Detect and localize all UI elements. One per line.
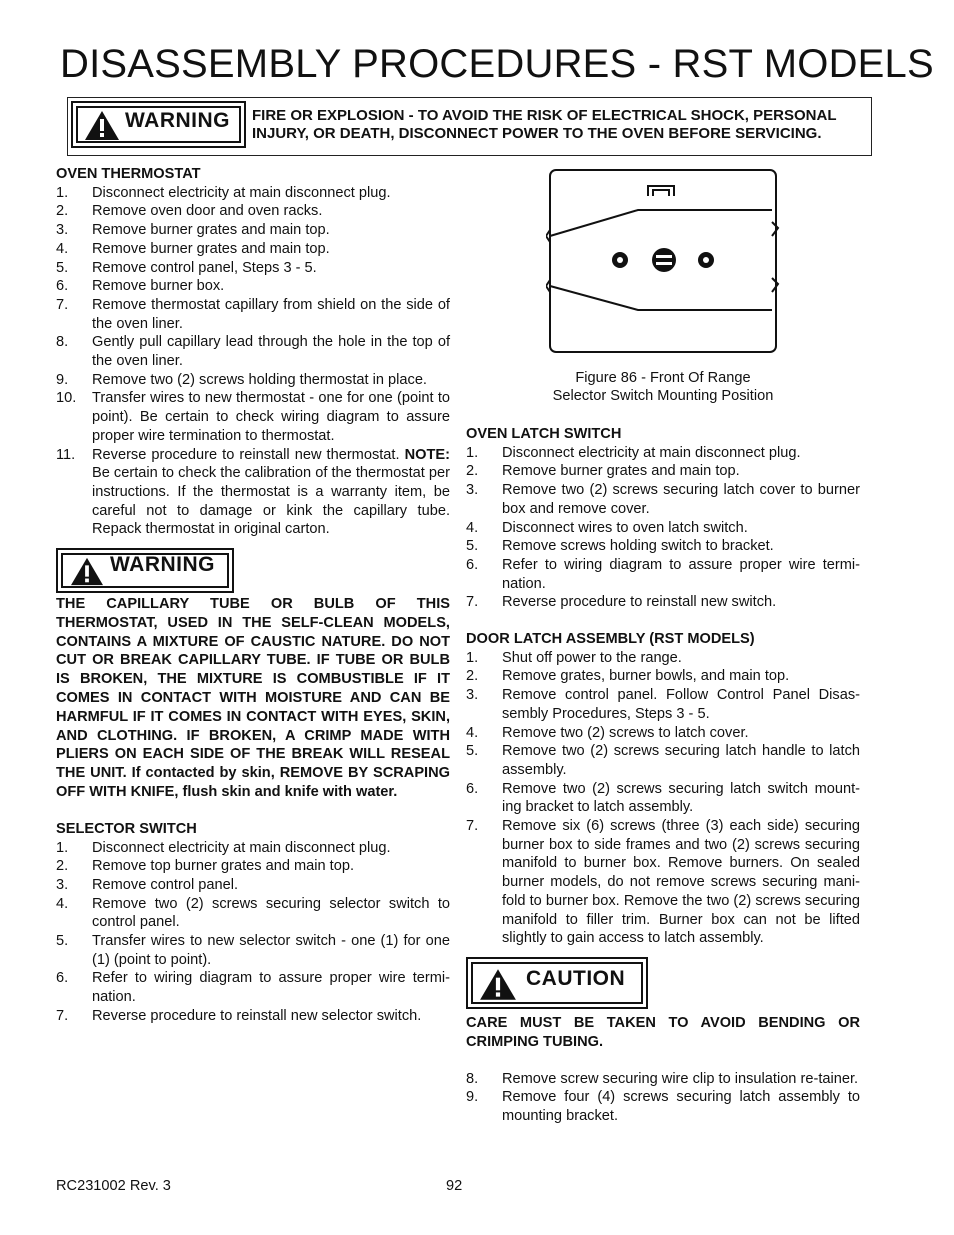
- list-item: 1. Disconnect electricity at main disconnect plug.: [56, 839, 391, 856]
- list-item: 7. Reverse procedure to reinstall new switch.: [466, 594, 777, 611]
- list-item: 7. Remove six (6) screws (three (3) each side) securing burner box to side frames and two (2) screws securing manifold to burner box. Remove burners. On sealed burner models, do not remove screws securing mani-fold to burner box. Remove the two (2) screws securing manifold to filler trim. Burner box can not be lifted slightly to gain access to latch assembly.: [466, 818, 860, 947]
- list-item: 3. Remove control panel. Follow Control Panel Disas-sembly Procedures, Steps 3 - 5.: [466, 687, 860, 722]
- list-item: 2. Remove burner grates and main top.: [466, 463, 740, 480]
- list-item: 1. Disconnect electricity at main disconnect plug.: [56, 184, 391, 201]
- list-item: 2. Remove top burner grates and main top.: [56, 858, 355, 875]
- warning-badge: [71, 101, 246, 148]
- list-item: 5. Transfer wires to new selector switch - one (1) for one (1) (point to point).: [56, 933, 450, 968]
- list-item: 2. Remove grates, burner bowls, and main top.: [466, 668, 790, 685]
- list-item: 6. Remove two (2) screws securing latch switch mount-ing bracket to latch assembly.: [466, 780, 860, 816]
- list-item: 5. Remove control panel, Steps 3 - 5.: [56, 259, 317, 276]
- list-item: 4. Disconnect wires to oven latch switch.: [466, 519, 748, 536]
- door-latch-steps: [466, 649, 860, 948]
- figure-caption: [520, 369, 806, 405]
- right-column: [466, 425, 860, 1126]
- page-number: 92: [446, 1178, 463, 1194]
- left-column: [56, 165, 450, 1026]
- oven-latch-switch-heading: OVEN LATCH SWITCH: [466, 426, 622, 442]
- list-item: 7. Reverse procedure to reinstall new selector switch.: [56, 1007, 422, 1024]
- page-title: DISASSEMBLY PROCEDURES - RST MODELS: [60, 42, 934, 86]
- list-item: 6. Remove burner box.: [56, 278, 225, 295]
- range-front-figure: [546, 166, 780, 356]
- warning-badge-label: WARNING: [125, 109, 230, 132]
- figure-caption-line-2: Selector Switch Mounting Position: [552, 388, 774, 404]
- list-item: 8. Gently pull capillary lead through the hole in the top of the oven liner.: [56, 334, 450, 370]
- list-item: 9. Remove two (2) screws holding thermostat in place.: [56, 371, 427, 388]
- top-warning-line-2: INJURY, OR DEATH, DISCONNECT POWER TO THE OVEN BEFORE SERVICING.: [252, 125, 822, 142]
- list-item: 4. Remove two (2) screws to latch cover.: [466, 724, 749, 741]
- list-item: 6. Refer to wiring diagram to assure proper wire termi-nation.: [466, 556, 860, 592]
- door-latch-heading: DOOR LATCH ASSEMBLY (RST MODELS): [466, 631, 755, 648]
- list-item: 3. Remove two (2) screws securing latch cover to burner box and remove cover.: [466, 482, 860, 517]
- list-item: 4. Remove two (2) screws securing selector switch to control panel.: [56, 895, 450, 931]
- screw-right-icon: [698, 252, 714, 268]
- selector-switch-heading: SELECTOR SWITCH: [56, 820, 197, 837]
- warning-triangle-icon: [68, 555, 106, 587]
- list-item: 11. Reverse procedure to reinstall new thermostat. NOTE: Be certain to check the calibration of the thermostat per instructions. If the thermostat is a warranty item, be careful not to damage or kink the capillary tube. Repack thermostat in original carton.: [56, 446, 450, 538]
- door-latch-steps-continued: [466, 1070, 860, 1126]
- list-item: 3. Remove burner grates and main top.: [56, 222, 330, 239]
- list-item: 10. Transfer wires to new thermostat - one for one (point to point). Be certain to check wiring diagram to assure proper wire termination to thermostat.: [56, 390, 450, 444]
- selector-switch-knob-icon: [652, 248, 676, 272]
- list-item: 9. Remove four (4) screws securing latch assembly to mounting bracket.: [466, 1089, 860, 1124]
- top-warning-box: [67, 97, 872, 156]
- list-item: 4. Remove burner grates and main top.: [56, 240, 330, 257]
- list-item: 3. Remove control panel.: [56, 876, 239, 893]
- list-item: 5. Remove two (2) screws securing latch handle to latch assembly.: [466, 743, 860, 778]
- list-item: 6. Refer to wiring diagram to assure proper wire termi-nation.: [56, 970, 450, 1006]
- list-item: 8. Remove screw securing wire clip to insulation re-tainer.: [466, 1070, 859, 1087]
- list-item: 7. Remove thermostat capillary from shield on the side of the oven liner.: [56, 296, 450, 332]
- screw-left-icon: [612, 252, 628, 268]
- caution-text: CARE MUST BE TAKEN TO AVOID BENDING OR CRIMPING TUBING.: [466, 1014, 860, 1050]
- caution-badge: [466, 957, 648, 1009]
- oven-latch-switch-steps: [466, 444, 860, 612]
- list-item: 2. Remove oven door and oven racks.: [56, 203, 323, 220]
- capillary-warning-text: THE CAPILLARY TUBE OR BULB OF THIS THERMOSTAT, USED IN THE SELF-CLEAN MODELS, CONTAINS A MIXTURE OF CAUSTIC NATURE. DO NOT CUT OR BREAK CAPILLARY TUBE. IF TUBE OR BULB IS BROKEN, THE MIXTURE IS COMBUSTIBLE IF IT COMES IN CONTACT WITH MOISTURE AND CAN BE HARMFUL IF IT COMES IN CONTACT WITH EYES, SKIN, AND CLOTHING. IF BROKEN, A CRIMP MADE WITH PLIERS ON EACH SIDE OF THE BREAK WILL RESEAL THE UNIT. If contacted by skin, REMOVE BY SCRAPING OFF WITH KNIFE, flush skin and knife with water.: [56, 596, 450, 801]
- capillary-warning-badge: [56, 548, 234, 593]
- warning-badge-label: WARNING: [110, 553, 215, 577]
- top-warning-message: [252, 107, 837, 143]
- warning-triangle-icon: [478, 966, 518, 1002]
- oven-thermostat-steps: [56, 184, 450, 539]
- caution-badge-label: CAUTION: [526, 966, 626, 990]
- list-item: 5. Remove screws holding switch to bracket.: [466, 538, 774, 555]
- figure-caption-line-1: Figure 86 - Front Of Range: [575, 370, 751, 386]
- warning-triangle-icon: [83, 108, 121, 142]
- top-warning-line-1: FIRE OR EXPLOSION - TO AVOID THE RISK OF ELECTRICAL SHOCK, PERSONAL: [252, 107, 837, 124]
- list-item: 1. Shut off power to the range.: [466, 649, 682, 666]
- selector-switch-steps: [56, 839, 450, 1026]
- document-id: RC231002 Rev. 3: [56, 1178, 171, 1194]
- list-item: 1. Disconnect electricity at main disconnect plug.: [466, 444, 801, 461]
- oven-thermostat-heading: OVEN THERMOSTAT: [56, 166, 201, 182]
